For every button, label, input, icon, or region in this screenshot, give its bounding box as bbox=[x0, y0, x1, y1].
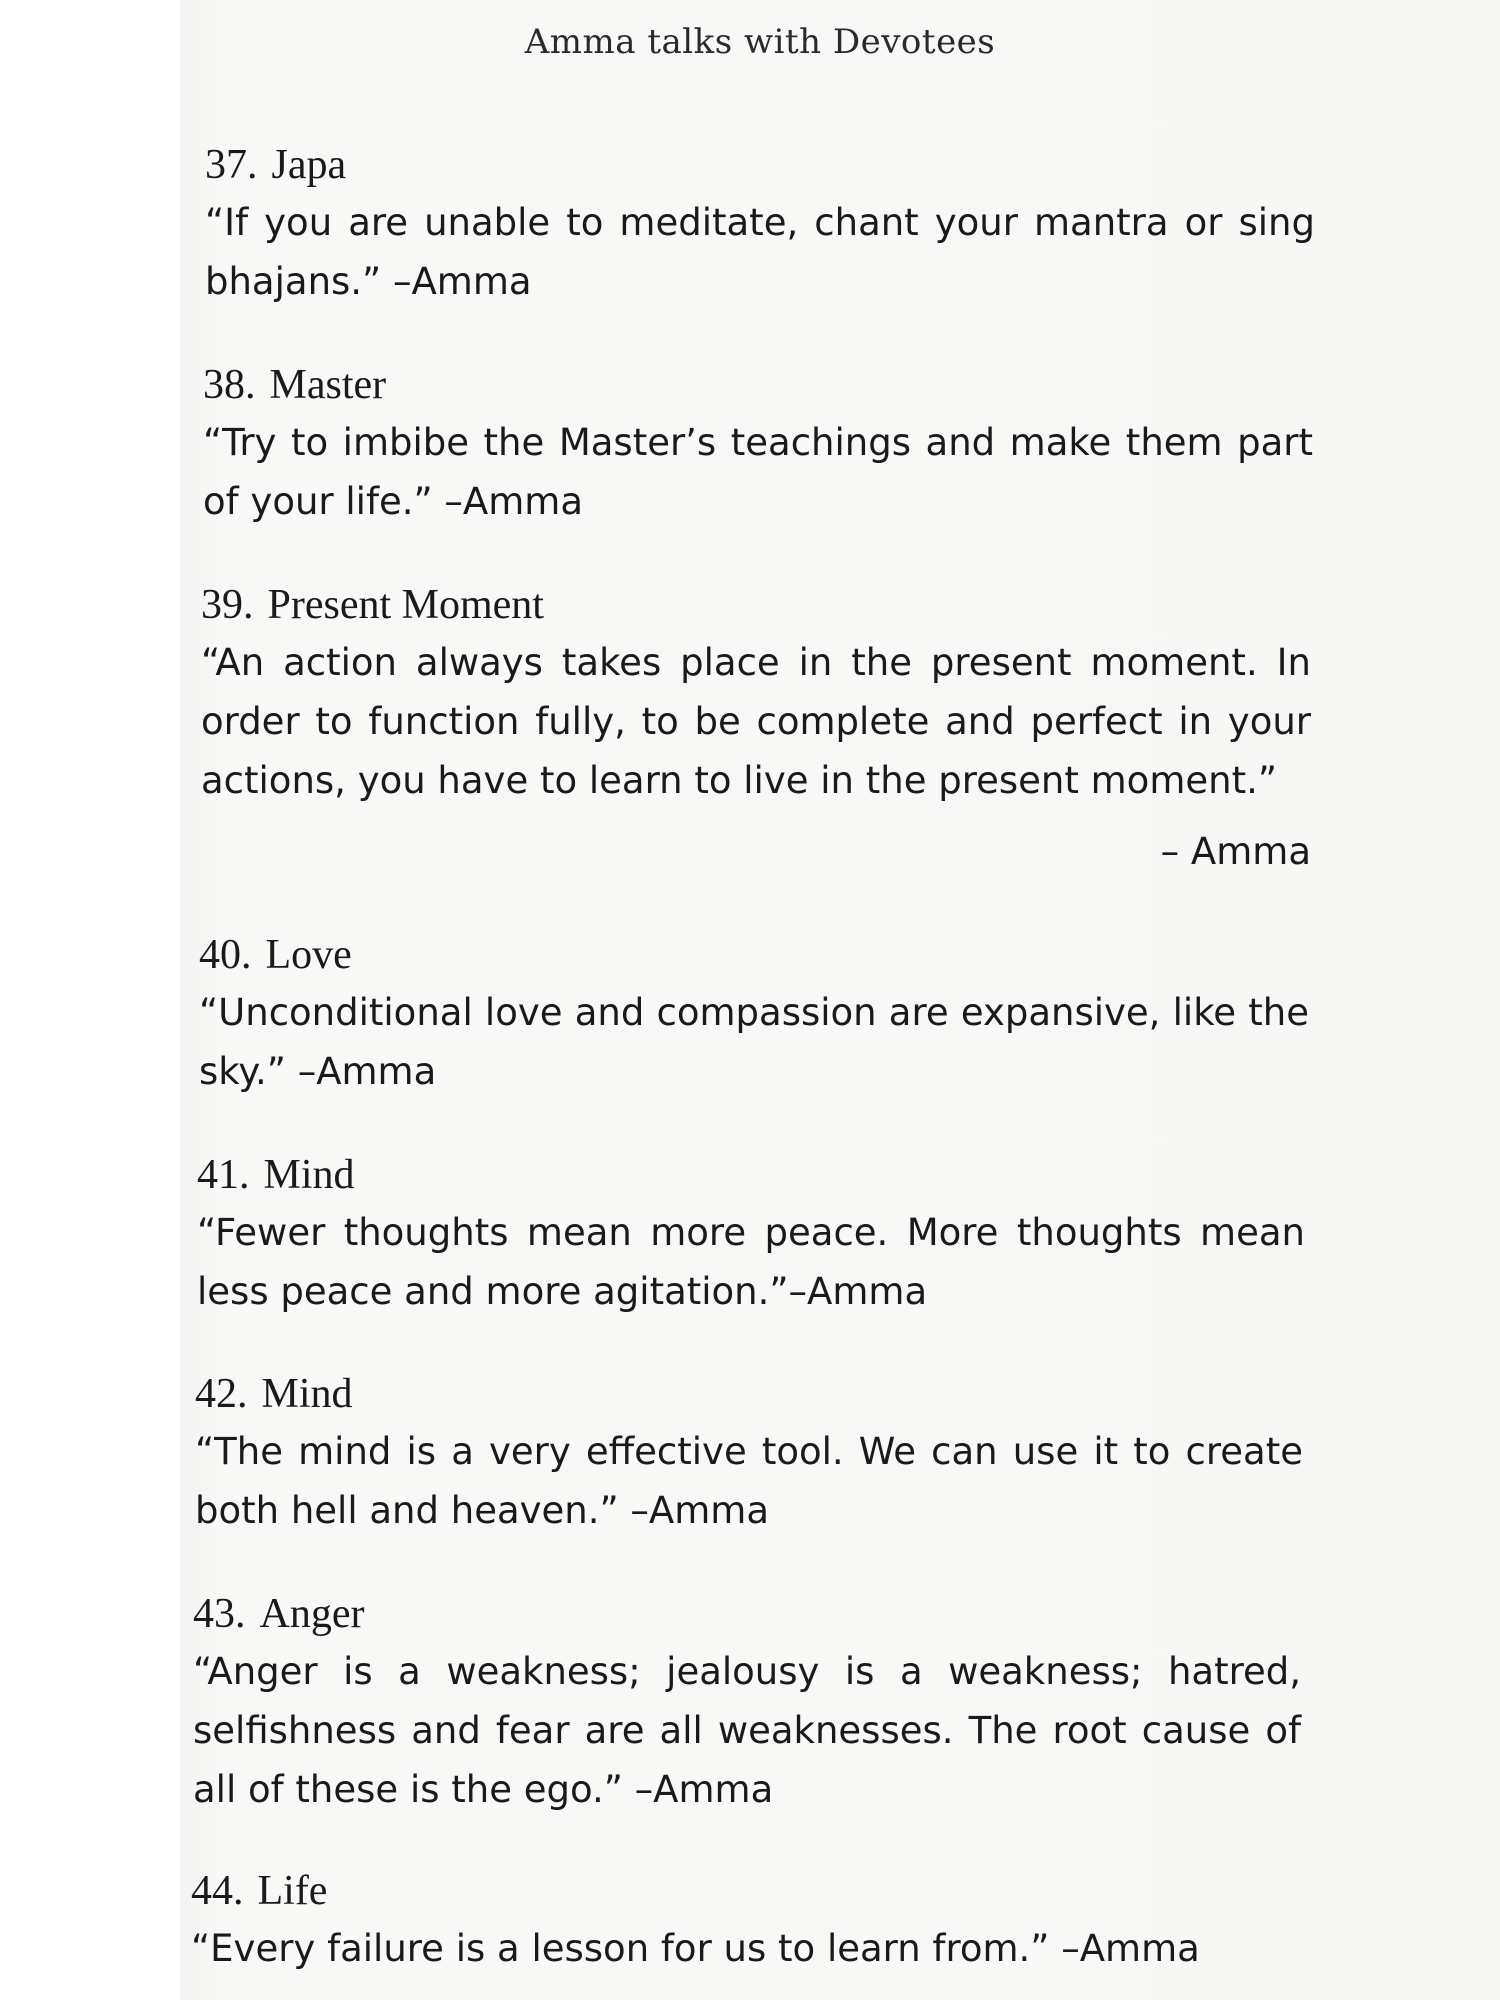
entry-heading bbox=[191, 1866, 1299, 1916]
entry-heading bbox=[203, 360, 1313, 410]
entry-heading bbox=[199, 930, 1309, 980]
entry-title: Present Moment bbox=[267, 582, 544, 628]
entry-title: Love bbox=[265, 932, 352, 978]
entry-quote: “Fewer thoughts mean more peace. More thoughts mean less peace and more agitation.”–Amma bbox=[197, 1211, 1305, 1313]
entry-title: Life bbox=[257, 1868, 328, 1914]
entry-attribution: – Amma bbox=[1160, 830, 1311, 873]
entry-quote: “If you are unable to meditate, chant your mantra or sing bhajans.” –Amma bbox=[205, 201, 1315, 303]
entry-number: 44. bbox=[191, 1868, 244, 1914]
quote-entry bbox=[197, 1150, 1305, 1321]
quote-entry bbox=[193, 1589, 1301, 1819]
quote-entry bbox=[203, 360, 1313, 531]
quote-entry bbox=[191, 1866, 1299, 1978]
entry-title: Master bbox=[269, 362, 387, 408]
entry-heading bbox=[201, 580, 1311, 630]
quote-entry bbox=[195, 1369, 1303, 1540]
entry-number: 40. bbox=[199, 932, 252, 978]
quote-entry bbox=[199, 930, 1309, 1101]
quote-entry bbox=[205, 140, 1315, 311]
entry-number: 42. bbox=[195, 1371, 248, 1417]
entry-heading bbox=[195, 1369, 1303, 1419]
entry-quote: “Try to imbibe the Master’s teachings and make them part of your life.” –Amma bbox=[203, 421, 1313, 523]
running-head: Amma talks with Devotees bbox=[524, 22, 996, 62]
entry-number: 43. bbox=[193, 1591, 246, 1637]
entry-heading bbox=[197, 1150, 1305, 1200]
entry-number: 37. bbox=[205, 142, 258, 188]
entry-quote: “Every failure is a lesson for us to learn from.” –Amma bbox=[191, 1927, 1200, 1970]
entry-number: 38. bbox=[203, 362, 256, 408]
entry-heading bbox=[193, 1589, 1301, 1639]
entry-title: Japa bbox=[271, 142, 347, 188]
entry-heading bbox=[205, 140, 1315, 190]
entry-quote: “Anger is a weakness; jealousy is a weakness; hatred, selfishness and fear are all weaknesses. The root cause of all of these is the ego.” –Amma bbox=[193, 1650, 1301, 1811]
entry-quote: “The mind is a very effective tool. We can use it to create both hell and heaven.” –Amma bbox=[195, 1430, 1303, 1532]
entry-quote: “An action always takes place in the present moment. In order to function fully, to be complete and perfect in your actions, you have to learn to live in the present moment.” bbox=[201, 641, 1311, 802]
entry-title: Anger bbox=[259, 1591, 365, 1637]
entry-quote: “Unconditional love and compassion are expansive, like the sky.” –Amma bbox=[199, 991, 1309, 1093]
quote-entry bbox=[201, 580, 1311, 881]
entry-title: Mind bbox=[261, 1371, 353, 1417]
entry-number: 41. bbox=[197, 1152, 250, 1198]
entry-number: 39. bbox=[201, 582, 254, 628]
entry-title: Mind bbox=[263, 1152, 355, 1198]
